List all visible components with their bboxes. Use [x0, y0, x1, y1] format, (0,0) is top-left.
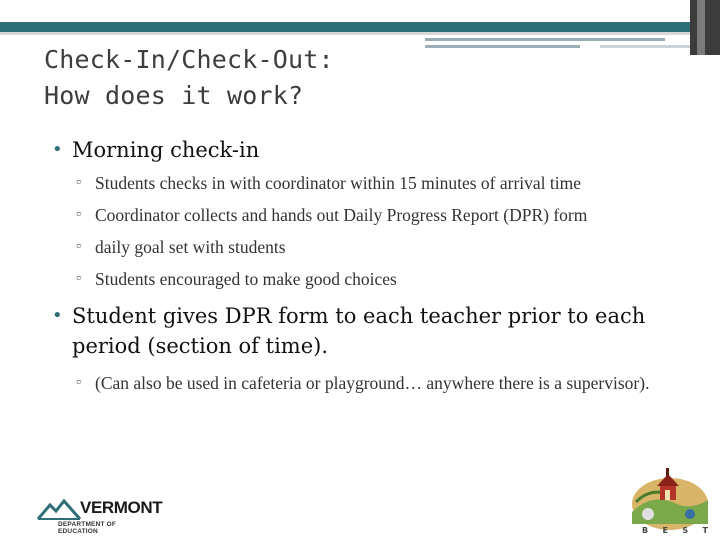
bullet-text: Student gives DPR form to each teacher prior to each period (section of time). [72, 304, 646, 358]
best-letter: B [642, 526, 649, 535]
title-line: How does it work? [44, 81, 304, 110]
header-corner-block [697, 0, 705, 55]
sub-bullet-icon: ▫ [76, 207, 81, 222]
bullet-icon: • [52, 139, 63, 160]
best-letter: S [682, 526, 689, 535]
header-teal-stripe [0, 22, 690, 32]
bullet-icon: • [52, 305, 63, 326]
header-grey-stripe [0, 32, 690, 35]
sub-bullet-icon: ▫ [76, 239, 81, 254]
sub-bullet-icon: ▫ [76, 375, 81, 390]
slide-body [52, 135, 692, 397]
slide-title [44, 42, 644, 114]
sub-bullet-icon: ▫ [76, 175, 81, 190]
sub-bullet-item [76, 233, 692, 261]
vermont-education-logo [36, 497, 163, 535]
vermont-dept: DEPARTMENT OF EDUCATION [58, 521, 117, 535]
sub-bullet-item [76, 169, 692, 197]
best-letter: T [702, 526, 708, 535]
sub-bullet-text: Students checks in with coordinator within 15 minutes of arrival time [95, 173, 582, 193]
bullet-item [52, 135, 692, 165]
bullet-item [52, 301, 692, 361]
best-logo [622, 462, 712, 540]
title-line: Check-In/Check-Out: [44, 45, 334, 74]
best-letters [642, 526, 708, 535]
sub-bullet-item [76, 369, 692, 397]
best-letter: E [662, 526, 668, 535]
vermont-name: VERMONT [80, 498, 163, 517]
sub-bullet-icon: ▫ [76, 271, 81, 286]
sub-bullet-item [76, 201, 692, 229]
slide-header-bar [0, 0, 720, 22]
sub-bullet-text: daily goal set with students [95, 237, 286, 257]
mountain-icon [36, 497, 82, 523]
sub-bullet-text: (Can also be used in cafeteria or playground… anywhere there is a supervisor). [95, 373, 650, 393]
header-corner-block [690, 0, 720, 55]
sub-bullet-text: Students encouraged to make good choices [95, 269, 397, 289]
bullet-text: Morning check-in [72, 138, 260, 162]
sub-bullet-text: Coordinator collects and hands out Daily Progress Report (DPR) form [95, 205, 588, 225]
sub-bullet-item [76, 265, 692, 293]
header-thin-line [425, 38, 665, 41]
